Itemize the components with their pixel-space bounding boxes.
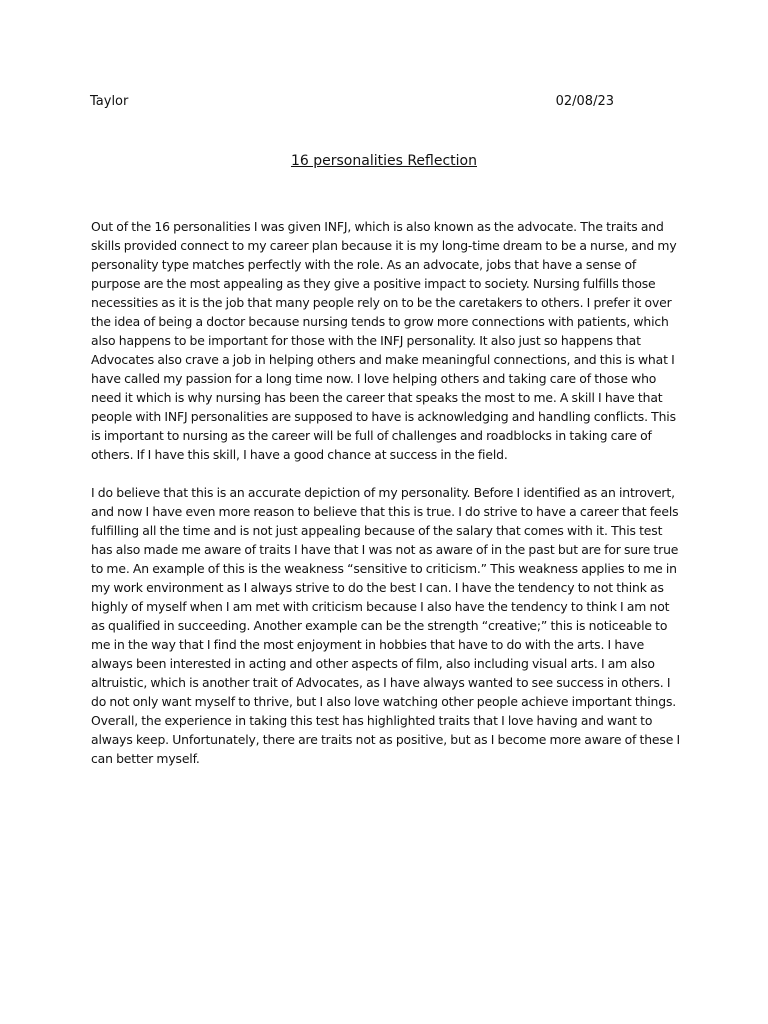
paragraph-2: I do believe that this is an accurate depiction of my personality. Before I identified as an introvert, and now I have even more reason to believe that this is true. I do strive to have a career that feels fulfilling all the time and is not just appealing because of the salary that comes with it. This test has also made me aware of traits I have that I was not as aware of in the past but are for sure true to me. An example of this is the weakness “sensitive to criticism.” This weakness applies to me in my work environment as I always strive to do the best I can. I have the tendency to not think as highly of myself when I am met with criticism because I also have the tendency to think I am not as qualified in succeeding. Another example can be the strength “creative;” this is noticeable to me in the way that I find the most enjoyment in hobbies that have to do with the arts. I have always been interested in acting and other aspects of film, also including visual arts. I am also altruistic, which is another trait of Advocates, as I have always wanted to see success in others. I do not only want myself to thrive, but I also love watching other people achieve important things. Overall, the experience in taking this test has highlighted traits that I love having and want to always keep. Unfortunately, there are traits not as positive, but as I become more aware of these I can better myself. [91, 485, 680, 766]
author-name: Taylor [90, 94, 129, 109]
document-date: 02/08/23 [555, 94, 614, 109]
document-header [90, 94, 614, 114]
paragraph-1: Out of the 16 personalities I was given INFJ, which is also known as the advocate. The traits and skills provided connect to my career plan because it is my long-time dream to be a nurse, and my personality type matches perfectly with the role. As an advocate, jobs that have a sense of purpose are the most appealing as they give a positive impact to society. Nursing fulfills those necessities as it is the job that many people rely on to be the caretakers to others. I prefer it over the idea of being a doctor because nursing tends to grow more connections with patients, which also happens to be important for those with the INFJ personality. It also just so happens that Advocates also crave a job in helping others and make meaningful connections, and this is what I have called my passion for a long time now. I love helping others and taking care of those who need it which is why nursing has been the career that speaks the most to me. A skill I have that people with INFJ personalities are supposed to have is acknowledging and handling conflicts. This is important to nursing as the career will be full of challenges and roadblocks in taking care of others. If I have this skill, I have a good chance at success in the field. [91, 219, 677, 462]
document-title: 16 personalities Reflection [290, 153, 477, 169]
document-body [91, 217, 685, 787]
